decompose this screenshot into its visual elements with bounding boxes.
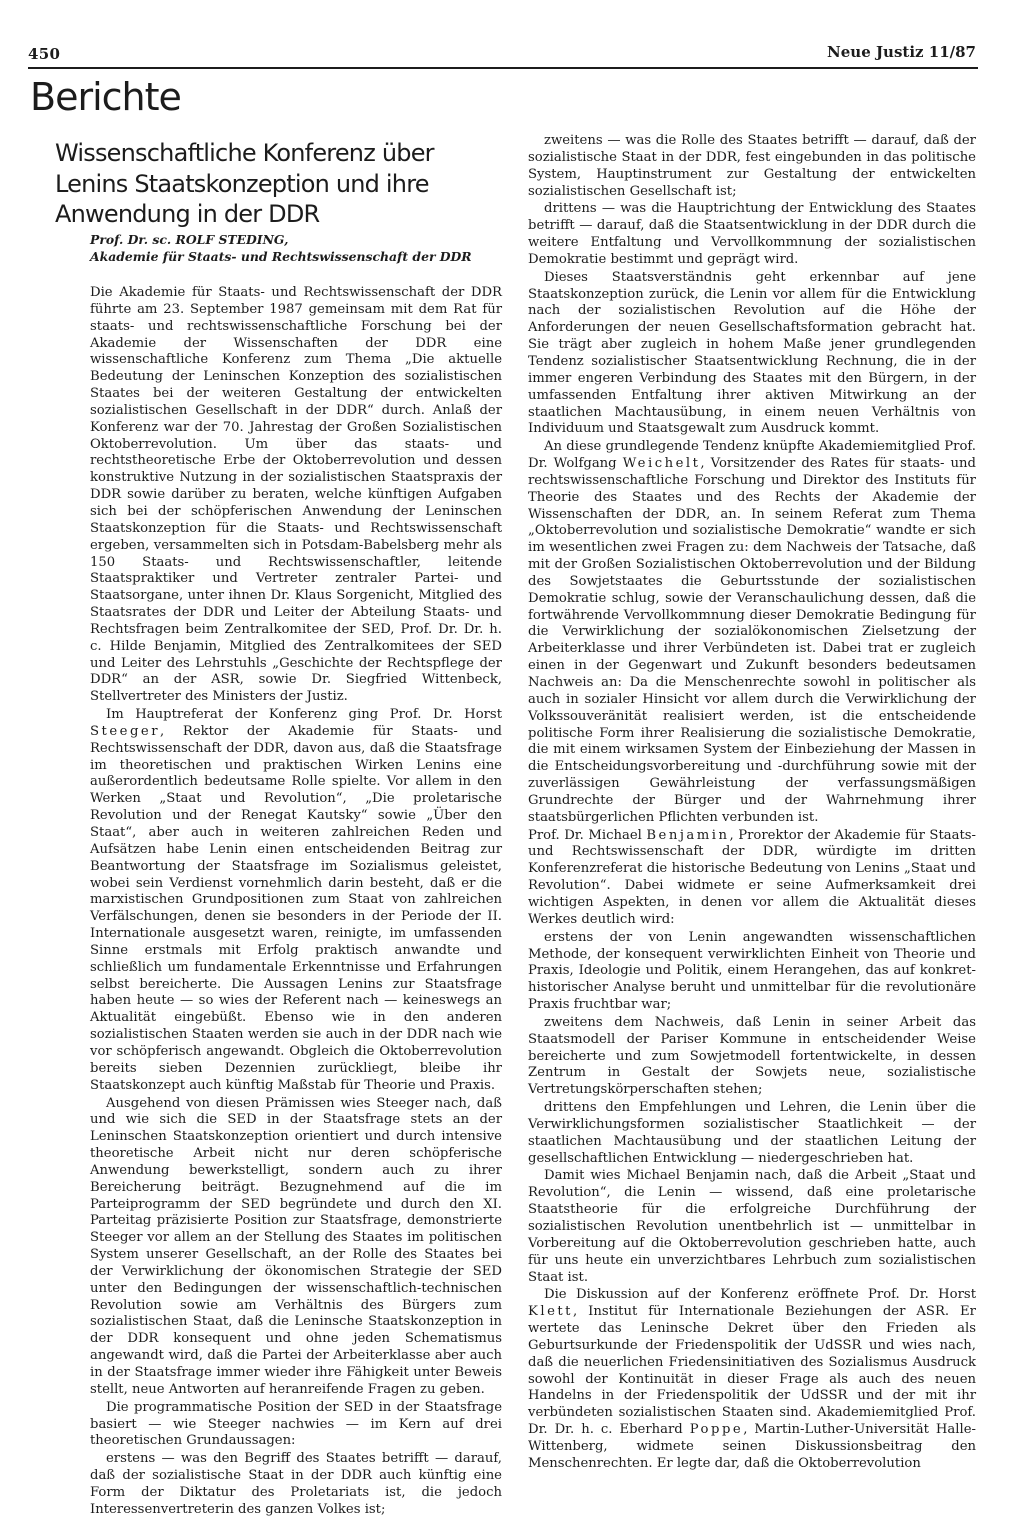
article-title: Wissenschaftliche Konferenz über Lenins Staatskonzeption und ihre Anwendung in der DDR — [55, 139, 434, 228]
text-run: Im Hauptreferat der Konferenz ging Prof. Dr. Horst — [106, 707, 502, 723]
spaced-name: Poppe — [689, 1422, 744, 1438]
author-name: Prof. Dr. sc. ROLF STEDING, — [90, 232, 289, 247]
text-run: , Prorektor der Akademie für Staats- und Rechtswissenschaft der DDR, würdigte im dritten Konferenzreferat die historische Bedeutung von Lenins „Staat und Revolution“. Dabei widmete er seine Aufmerksamkeit drei wichtigen Aspekten, in denen vor allem die Aktualität dieses Werkes deutlich wird: — [528, 827, 976, 927]
paragraph: zweitens dem Nachweis, daß Lenin in seiner Arbeit das Staatsmodell der Pariser Kommune in entscheidender Weise bereicherte und zum Sowjetmodell fortentwickelte, in dessen Zentrum in Gestalt der Sowjets neue, sozialistische Vertretungskörperschaften stehen; — [528, 1014, 976, 1098]
paragraph: drittens — was die Hauptrichtung der Entwicklung des Staates betrifft — darauf, daß die Staatsentwicklung in der DDR durch die weitere Entfaltung und Vervollkommnung der sozialistischen Demokratie bestimmt und geprägt wird. — [528, 201, 976, 267]
author-affiliation: Akademie für Staats- und Rechtswissenschaft der DDR — [90, 248, 472, 264]
spaced-name: Klett — [528, 1304, 573, 1320]
paragraph: erstens der von Lenin angewandten wissenschaftlichen Methode, der konsequent verwirklichten Einheit von Theorie und Praxis, Ideologie und Politik, einem Herangehen, das auf konkret-historischer Analyse beruht und unmittelbar für die revolutionäre Praxis fruchtbar war; — [528, 929, 976, 1013]
paragraph: drittens den Empfehlungen und Lehren, die Lenin über die Verwirklichungsformen sozialistischer Staatlichkeit — der staatlichen Machtausübung und der staatlichen Leitung der gesellschaftlichen Entwicklung — niedergeschrieben hat. — [528, 1100, 976, 1166]
text-run: , Rektor der Akademie für Staats- und Rechtswissenschaft der DDR, davon aus, daß die Staatsfrage im theoretischen und praktischen Wirken Lenins eine außerordentlich bedeutsame Rolle spielte. Vor allem in den Werken „Staat und Revolution“, „Die proletarische Revolution und der Renegat Kautsky“ sowie „Über den Staat“, aber auch in weiteren zahlreichen Reden und Aufsätzen habe Lenin einen entscheidenden Beitrag zur Beantwortung der Staatsfrage im Sozialismus geleistet, wobei sein Verdienst vornehmlich darin besteht, daß er die marxistischen Grundpositionen zum Staat von zahlreichen Verfälschungen, denen sie besonders in der Periode der II. Internationale ausgesetzt waren, reinigte, im umfassenden Sinne erstmals mit Erfolg praktisch anwandte und schließlich um fundamentale Erkenntnisse und Erfahrungen selbst bereicherte. Die Aussagen Lenins zur Staatsfrage haben heute — so wies der Referent nach — keineswegs an Aktualität eingebüßt. Ebenso wie in den anderen sozialistischen Staaten werden sie auch in der DDR nach wie vor schöpferisch angewandt. Obgleich die Oktoberrevolution bereits sieben Dezennien zurückliegt, bleibe ihr Staatskonzept auch künftig Maßstab für Theorie und Praxis. — [90, 723, 502, 1093]
right-column — [528, 133, 976, 1474]
text-run: An diese grundlegende Tendenz knüpfte Akademiemitglied Prof. Dr. Wolfgang — [528, 439, 976, 472]
paragraph: zweitens — was die Rolle des Staates betrifft — darauf, daß der sozialistische Staat in der DDR, fest eingebunden in das politische System, Hauptinstrument zur Gestaltung der entwickelten sozialistischen Gesellschaft ist; — [528, 133, 976, 199]
page-number: 450 — [28, 45, 61, 63]
paragraph: erstens — was den Begriff des Staates betrifft — darauf, daß der sozialistische Staat in der DDR auch künftig eine Form der Diktatur des Proletariats ist, die jedoch Interessenvertreterin des ganzen Volkes ist; — [90, 1451, 502, 1517]
spaced-name: Steeger — [90, 723, 160, 739]
paragraph: Ausgehend von diesen Prämissen wies Steeger nach, daß und wie sich die SED in der Staatsfrage stets an der Leninschen Staatskonzeption orientiert und durch intensive theoretische Arbeit nicht nur deren schöpferische Anwendung bewerkstelligt, sondern auch zu ihrer Bereicherung beiträgt. Bezugnehmend auf die im Parteiprogramm der SED begründete und durch den XI. Parteitag präzisierte Position zur Staatsfrage, demonstrierte Steeger vor allem an der Stellung des Staates im politischen System unserer Gesellschaft, an der Rolle des Staates bei der Verwirklichung der ökonomischen Strategie der SED unter den Bedingungen der wissenschaftlich-technischen Revolution sowie am Verhältnis des Bürgers zum sozialistischen Staat, daß die Leninsche Staatskonzeption in der DDR konsequent und ohne jeden Schematismus angewandt wird, daß die Partei der Arbeiterklasse aber auch in der Staatsfrage immer wieder ihre Fähigkeit unter Beweis stellt, neue Antworten auf heranreifende Fragen zu geben. — [90, 1095, 502, 1397]
author-block — [90, 232, 490, 265]
paragraph — [528, 1287, 976, 1472]
journal-title: Neue Justiz 11/87 — [827, 43, 976, 61]
header-rule — [28, 67, 978, 69]
paragraph: Damit wies Michael Benjamin nach, daß die Arbeit „Staat und Revolution“, die Lenin — wissend, daß eine proletarische Staatstheorie für die erfolgreiche Durchführung der sozialistischen Revolution unentbehrlich ist — unmittelbar in Vorbereitung auf die Oktoberrevolution geschrieben hatte, auch für uns heute ein unverzichtbares Lehrbuch zum sozialistischen Staat ist. — [528, 1168, 976, 1285]
paragraph: Dieses Staatsverständnis geht erkennbar auf jene Staatskonzeption zurück, die Lenin vor allem für die Entwicklung nach der sozialistischen Revolution auf die Höhe der Anforderungen der neuen Gesellschaftsformation gebracht hat. Sie trägt aber zugleich in hohem Maße jener grundlegenden Tendenz sozialistischer Staatsentwicklung Rechnung, die in der immer engeren Verbindung des Staates mit den Bürgern, in der umfassenden Entfaltung ihrer aktiven Mitwirkung an der staatlichen Machtausübung, in einem neuen Verhältnis von Individuum und Staatsgewalt zum Ausdruck kommt. — [528, 269, 976, 437]
text-run: Die Diskussion auf der Konferenz eröffnete Prof. Dr. Horst — [544, 1287, 976, 1303]
left-column — [90, 285, 502, 1520]
paragraph — [90, 707, 502, 1094]
spaced-name: Benjamin — [646, 827, 730, 843]
spaced-name: Weichelt — [622, 456, 701, 472]
text-run: Prof. Dr. Michael — [528, 827, 647, 843]
text-run: , Vorsitzender des Rates für staats- und rechtswissenschaftliche Forschung und Direktor des Instituts für Theorie des Staates und des Rechts der Akademie der Wissenschaften der DDR, an. In seinem Referat zum Thema „Oktoberrevolution und sozialistische Demokratie“ wandte er sich im wesentlichen zwei Fragen zu: dem Nachweis der Tatsache, daß mit der Großen Sozialistischen Oktoberrevolution und der Bildung des Sowjetstaates die Geburtsstunde der sozialistischen Demokratie schlug, sowie der Veranschaulichung dessen, daß die fortwährende Vervollkommnung dieser Demokratie Bedingung für die Verwirklichung der sozialökonomischen Zielsetzung der Arbeiterklasse und ihrer Verbündeten ist. Dabei trat er zugleich einen in der Gegenwart und Zukunft besonders bedeutsamen Nachweis an: Da die Menschenrechte sowohl in politischer als auch in sozialer Hinsicht vor allem durch die Verwirklichung der Volkssouveränität realisiert werden, ist die entscheidende politische Form ihrer Realisierung die sozialistische Demokratie, die mit einem wirksamen System der Einbeziehung der Massen in die Entscheidungsvorbereitung und -durchführung sowie mit der zuverlässigen Gewährleistung der verfassungsmäßigen Grundrechte der Bürger und der Wahrnehmung ihrer staatsbürgerlichen Pflichten verbunden ist. — [528, 456, 976, 825]
paragraph — [528, 828, 976, 929]
text-run: , Institut für Internationale Beziehungen der ASR. Er wertete das Leninsche Dekret über den Frieden als Geburtsurkunde der Friedenspolitik der UdSSR und wies nach, daß die neuerlichen Friedensinitiativen des Sozialismus Ausdruck sowohl der Kontinuität in dieser Frage als auch des neuen Handelns in der Friedenspolitik der UdSSR und der mit ihr verbündeten sozialistischen Staaten sind. Akademiemitglied Prof. Dr. Dr. h. c. Eberhard — [528, 1304, 976, 1438]
section-title: Berichte — [30, 75, 181, 119]
paragraph — [528, 439, 976, 826]
paragraph: Die programmatische Position der SED in der Staatsfrage basiert — wie Steeger nachwies — im Kern auf drei theoretischen Grundaussagen: — [90, 1399, 502, 1449]
text-run: , Martin-Luther-Universität Halle-Wittenberg, widmete seinen Diskussionsbeitrag den Menschenrechten. Er legte dar, daß die Oktoberrevolution — [528, 1422, 976, 1471]
paragraph: Die Akademie für Staats- und Rechtswissenschaft der DDR führte am 23. September 1987 gemeinsam mit dem Rat für staats- und rechtswissenschaftliche Forschung bei der Akademie der Wissenschaften der DDR eine wissenschaftliche Konferenz zum Thema „Die aktuelle Bedeutung der Leninschen Konzeption des sozialistischen Staates bei der weiteren Gestaltung der entwickelten sozialistischen Gesellschaft in der DDR“ durch. Anlaß der Konferenz war der 70. Jahrestag der Großen Sozialistischen Oktoberrevolution. Um über das staats- und rechtstheoretische Erbe der Oktoberrevolution und dessen konstruktive Nutzung in der sozialistischen Staatspraxis der DDR sowie darüber zu beraten, welche künftigen Aufgaben sich bei der schöpferischen Anwendung der Leninschen Staatskonzeption für die Staats- und Rechtswissenschaft ergeben, versammelten sich in Potsdam-Babelsberg mehr als 150 Staats- und Rechtswissenschaftler, leitende Staatspraktiker und Vertreter zentraler Partei- und Staatsorgane, unter ihnen Dr. Klaus Sorgenicht, Mitglied des Staatsrates der DDR und Leiter der Abteilung Staats- und Rechtsfragen beim Zentralkomitee der SED, Prof. Dr. Dr. h. c. Hilde Benjamin, Mitglied des Zentralkomitees der SED und Leiter des Lehrstuhls „Geschichte der Rechtspflege der DDR“ an der ASR, sowie Dr. Siegfried Wittenbeck, Stellvertreter des Ministers der Justiz. — [90, 285, 502, 705]
